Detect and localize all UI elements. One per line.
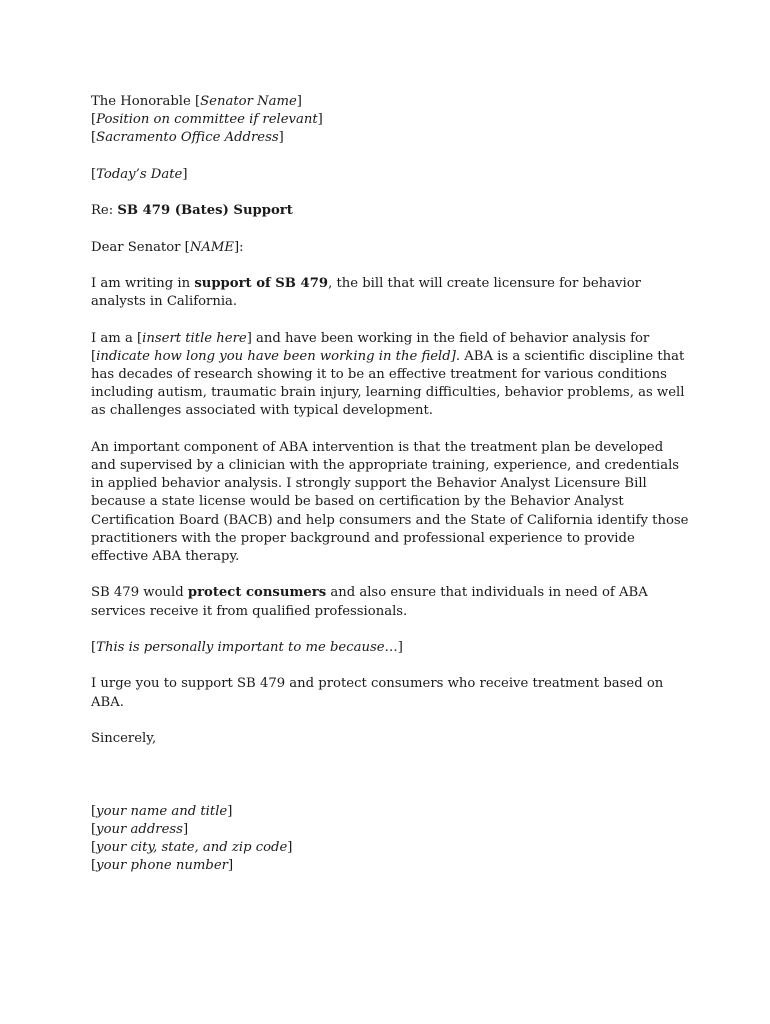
paragraph-personal: [This is personally important to me because…] — [91, 639, 403, 655]
paragraph-urge: I urge you to support SB 479 and protect consumers who receive treatment based on ABA. — [91, 676, 664, 710]
date-placeholder: Today’s Date — [96, 166, 183, 182]
position-placeholder: Position on committee if relevant — [96, 112, 318, 128]
recipient-position-line: [Position on committee if relevant] — [91, 112, 323, 128]
salutation-name-placeholder: NAME — [189, 239, 235, 255]
recipient-address-line: [Sacramento Office Address] — [91, 130, 284, 146]
paragraph-intro: I am writing in support of SB 479, the bill that will create licensure for behavior analysts in California. — [91, 275, 641, 310]
subject-bill: SB 479 (Bates) Support — [117, 203, 293, 219]
closing: Sincerely, — [91, 730, 157, 746]
signature-address-line: [your address] — [91, 821, 189, 837]
signature-name-line: [your name and title] — [91, 803, 233, 819]
paragraph-background: I am a [insert title here] and have been working in the field of behavior analysis for [indicate how long you have been working in the field]. ABA is a scientific discipline that has decades of research showing it to be an effective treatment for various conditions including autism, traumatic brain injury, learning difficulties, behavior problems, as well as challenges associated with typical development. — [91, 330, 685, 419]
senator-name-placeholder: Senator Name — [200, 94, 297, 109]
salutation: Dear Senator [NAME]: — [91, 239, 244, 255]
subject-line: Re: SB 479 (Bates) Support — [91, 203, 293, 219]
signature-phone-line: [your phone number] — [91, 858, 234, 874]
signature-city-line: [your city, state, and zip code] — [91, 840, 293, 856]
recipient-name-line: The Honorable [Senator Name] — [91, 94, 302, 109]
date-line: [Today’s Date] — [91, 166, 188, 182]
paragraph-licensure: An important component of ABA intervention is that the treatment plan be developed and supervised by a clinician with the appropriate training, experience, and credentials in applied behavior analysis. I strongly support the Behavior Analyst Licensure Bill because a state license would be based on certification by the Behavior Analyst Certification Board (BACB) and help consumers and the State of California identify those practitioners with the proper background and professional experience to provide effective ABA therapy. — [91, 439, 689, 564]
paragraph-protect: SB 479 would protect consumers and also ensure that individuals in need of ABA services receive it from qualified professionals. — [91, 585, 648, 619]
office-address-placeholder: Sacramento Office Address — [96, 130, 279, 146]
